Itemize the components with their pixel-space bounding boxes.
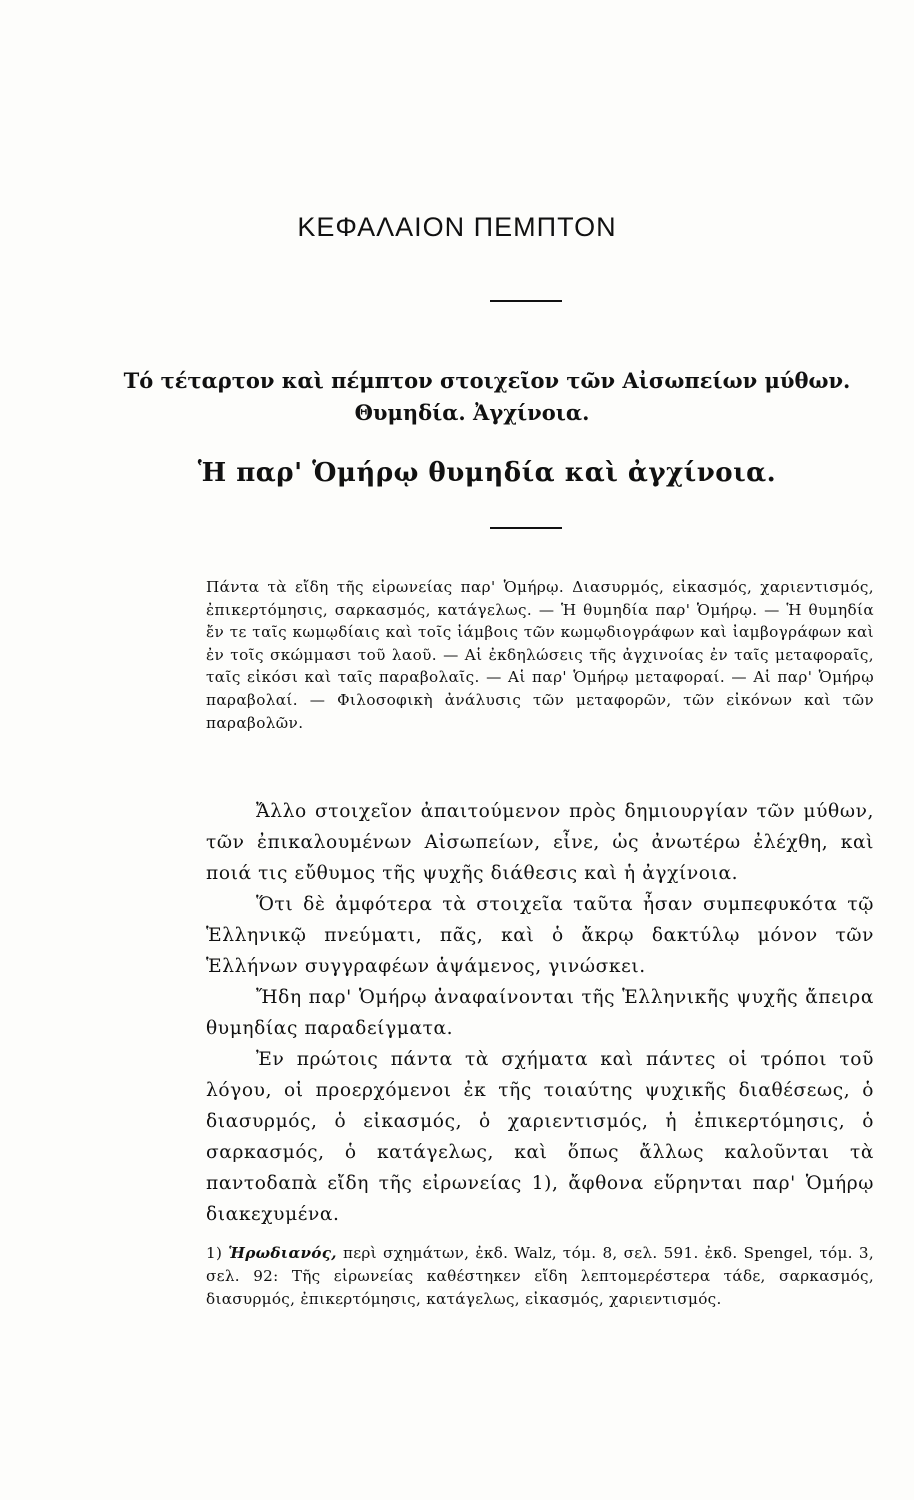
section-heading-line-2: Θυμηδία. Ἀγχίνοια. <box>354 400 590 425</box>
body-paragraph: Ὅτι δὲ ἀμφότερα τὰ στοιχεῖα ταῦτα ἦσαν συμπεφυκότα τῷ Ἑλληνικῷ πνεύματι, πᾶς, καὶ ὁ ἄκρῳ δακτύλῳ μόνον τῶν Ἑλλήνων συγγραφέων ἁψάμενος, γινώσκει. <box>206 894 874 977</box>
body-paragraph: Ἄλλο στοιχεῖον ἀπαιτούμενον πρὸς δημιουργίαν τῶν μύθων, τῶν ἐπικαλουμένων Αἰσωπείων, εἶνε, ὡς ἀνωτέρω ἐλέχθη, καὶ ποιά τις εὔθυμος τῆς ψυχῆς διάθεσις καὶ ἡ ἀγχίνοια. <box>206 801 874 884</box>
section-subtitle: Ἡ παρ' Ὁμήρῳ θυμηδία καὶ ἀγχίνοια. <box>197 458 777 488</box>
body-paragraph: Ἤδη παρ' Ὁμήρῳ ἀναφαίνονται τῆς Ἑλληνικῆς ψυχῆς ἄπειρα θυμηδίας παραδείγματα. <box>206 987 874 1039</box>
body-paragraph: Ἐν πρώτοις πάντα τὰ σχήματα καὶ πάντες οἱ τρόποι τοῦ λόγου, οἱ προερχόμενοι ἐκ τῆς τοιαύτης ψυχικῆς διαθέσεως, ὁ διασυρμός, ὁ εἰκασμός, ὁ χαριεντισμός, ἡ ἐπικερτόμησις, ὁ σαρκασμός, ὁ κατάγελως, καὶ ὅπως ἄλλως καλοῦνται τὰ παντοδαπὰ εἴδη τῆς εἰρωνείας 1), ἄφθονα εὕρηνται παρ' Ὁμήρῳ διακεχυμένα. <box>206 1049 874 1225</box>
chapter-summary: Πάντα τὰ εἴδη τῆς εἰρωνείας παρ' Ὁμήρῳ. Διασυρμός, εἰκασμός, χαριεντισμός, ἐπικερτόμησις, σαρκασμός, κατάγελως. — Ἡ θυμηδία παρ' Ὁμήρῳ. — Ἡ θυμηδία ἔν τε ταῖς κωμῳδίαις καὶ τοῖς ἰάμβοις τῶν κωμῳδιογράφων καὶ ἰαμβογράφων καὶ ἐν τοῖς σκώμμασι τοῦ λαοῦ. — Αἱ ἐκδηλώσεις τῆς ἀγχινοίας ἐν ταῖς μεταφοραῖς, ταῖς εἰκόσι καὶ ταῖς παραβολαῖς. — Αἱ παρ' Ὁμήρῳ μεταφοραί. — Αἱ παρ' Ὁμήρῳ παραβολαί. — Φιλοσοφικὴ ἀνάλυσις τῶν μεταφορῶν, τῶν εἰκόνων καὶ τῶν παραβολῶν. <box>206 578 874 732</box>
divider-rule-bottom <box>490 527 562 529</box>
body-text <box>206 796 874 1230</box>
chapter-title: ΚΕΦΑΛΑΙΟΝ ΠΕΜΠΤΟΝ <box>297 212 617 242</box>
footnote-author: Ἡρωδιανός, <box>228 1244 337 1262</box>
section-heading-line-1: Τό τέταρτον καὶ πέμπτον στοιχεῖον τῶν Αἰσωπείων μύθων. <box>123 368 851 393</box>
footnote-text: περὶ σχημάτων, ἐκδ. Walz, τόμ. 8, σελ. 591. ἐκδ. Spengel, τόμ. 3, σελ. 92: Τῆς εἰρωνείας καθέστηκεν εἴδη λεπτομερέστερα τάδε, σαρκασμός, διασυρμός, ἐπικερτόμησις, κατάγελως, εἰκασμός, χαριεντισμός. <box>206 1244 874 1308</box>
footnote-marker: 1) <box>206 1244 223 1262</box>
divider-rule-top <box>490 300 562 302</box>
footnote <box>206 1242 874 1311</box>
